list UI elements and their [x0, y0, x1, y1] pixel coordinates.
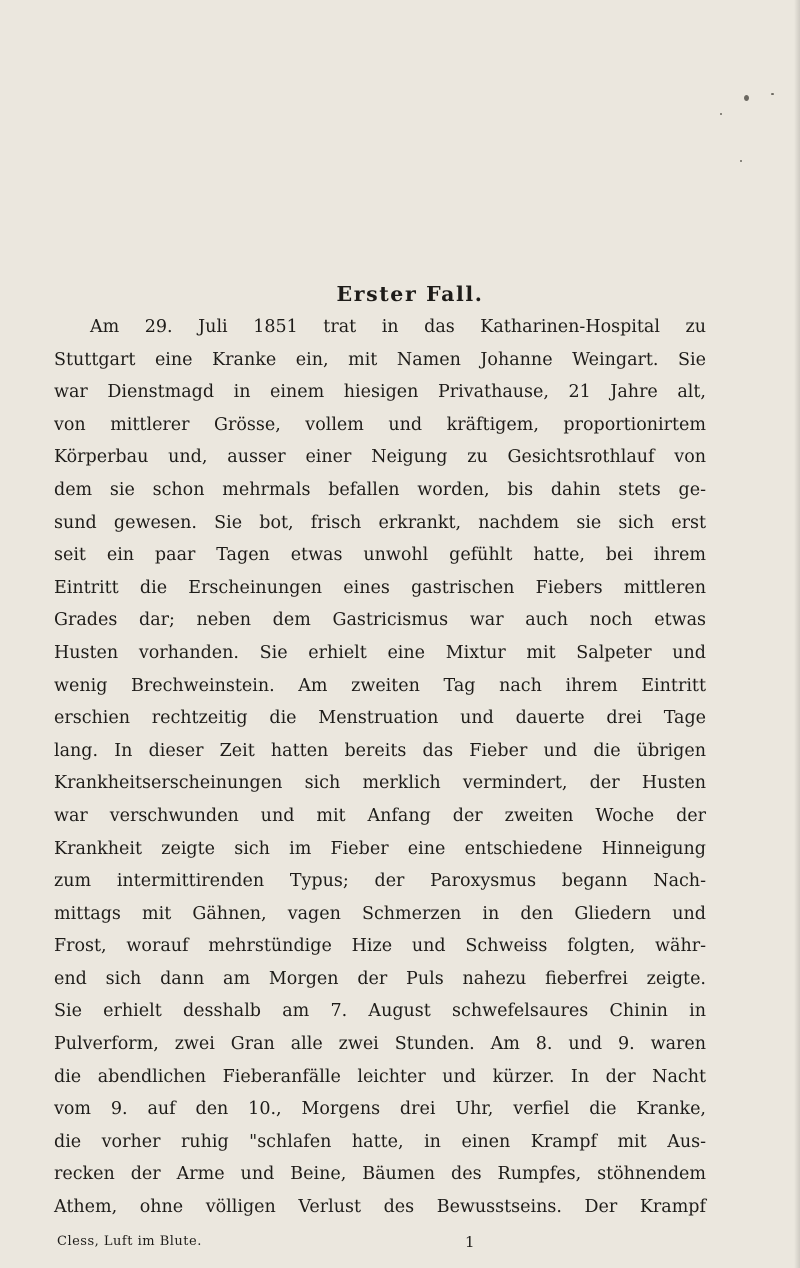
- text-line: Eintritt die Erscheinungen eines gastrischen Fiebers mittleren: [54, 577, 706, 598]
- page-edge-shadow: [794, 0, 800, 1268]
- paper-speck: [740, 160, 742, 162]
- text-line: Krankheitserscheinungen sich merklich vermindert, der Husten: [54, 773, 706, 794]
- signature-mark: Cless, Luft im Blute.: [57, 1234, 202, 1249]
- text-line: vom 9. auf den 10., Morgens drei Uhr, verfiel die Kranke,: [54, 1099, 706, 1120]
- text-line: Pulverform, zwei Gran alle zwei Stunden. Am 8. und 9. waren: [54, 1034, 706, 1055]
- text-line: die vorher ruhig "schlafen hatte, in einen Krampf mit Aus-: [54, 1131, 706, 1152]
- text-line: Krankheit zeigte sich im Fieber eine entschiedene Hinneigung: [54, 838, 706, 859]
- text-line: sund gewesen. Sie bot, frisch erkrankt, nachdem sie sich erst: [54, 512, 706, 533]
- text-line: dem sie schon mehrmals befallen worden, bis dahin stets ge-: [54, 479, 706, 500]
- sheet-number: 1: [465, 1233, 476, 1251]
- text-line: war verschwunden und mit Anfang der zweiten Woche der: [54, 805, 706, 826]
- text-line: end sich dann am Morgen der Puls nahezu fieberfrei zeigte.: [54, 968, 706, 989]
- text-line: die abendlichen Fieberanfälle leichter und kürzer. In der Nacht: [54, 1066, 706, 1087]
- body-text: [54, 311, 706, 1224]
- text-line: zum intermittirenden Typus; der Paroxysmus begann Nach-: [54, 871, 706, 892]
- text-line: lang. In dieser Zeit hatten bereits das Fieber und die übrigen: [54, 740, 706, 761]
- text-line: mittags mit Gähnen, vagen Schmerzen in den Gliedern und: [54, 903, 706, 924]
- text-line: seit ein paar Tagen etwas unwohl gefühlt hatte, bei ihrem: [54, 545, 706, 566]
- text-line: Frost, worauf mehrstündige Hize und Schweiss folgten, währ-: [54, 936, 706, 957]
- text-line: war Dienstmagd in einem hiesigen Privathause, 21 Jahre alt,: [54, 382, 706, 403]
- text-line: Athem, ohne völligen Verlust des Bewusstseins. Der Krampf: [54, 1197, 706, 1218]
- text-line: recken der Arme und Beine, Bäumen des Rumpfes, stöhnendem: [54, 1164, 706, 1185]
- paper-speck: [744, 95, 749, 101]
- text-line: Grades dar; neben dem Gastricismus war auch noch etwas: [54, 610, 706, 631]
- text-line: Husten vorhanden. Sie erhielt eine Mixtur mit Salpeter und: [54, 642, 706, 663]
- paper-speck: [771, 93, 774, 95]
- text-line: wenig Brechweinstein. Am zweiten Tag nach ihrem Eintritt: [54, 675, 706, 696]
- paper-speck: [720, 113, 722, 115]
- text-line: erschien rechtzeitig die Menstruation und dauerte drei Tage: [54, 708, 706, 729]
- section-heading: Erster Fall.: [336, 282, 484, 306]
- text-line: von mittlerer Grösse, vollem und kräftigem, proportionirtem: [54, 414, 706, 435]
- page-footer: [57, 1234, 707, 1256]
- text-line: Körperbau und, ausser einer Neigung zu Gesichtsrothlauf von: [54, 447, 706, 468]
- text-line: Am 29. Juli 1851 trat in das Katharinen-Hospital zu: [90, 317, 706, 337]
- text-line: Sie erhielt desshalb am 7. August schwefelsaures Chinin in: [54, 1001, 706, 1022]
- text-line: Stuttgart eine Kranke ein, mit Namen Johanne Weingart. Sie: [54, 349, 706, 370]
